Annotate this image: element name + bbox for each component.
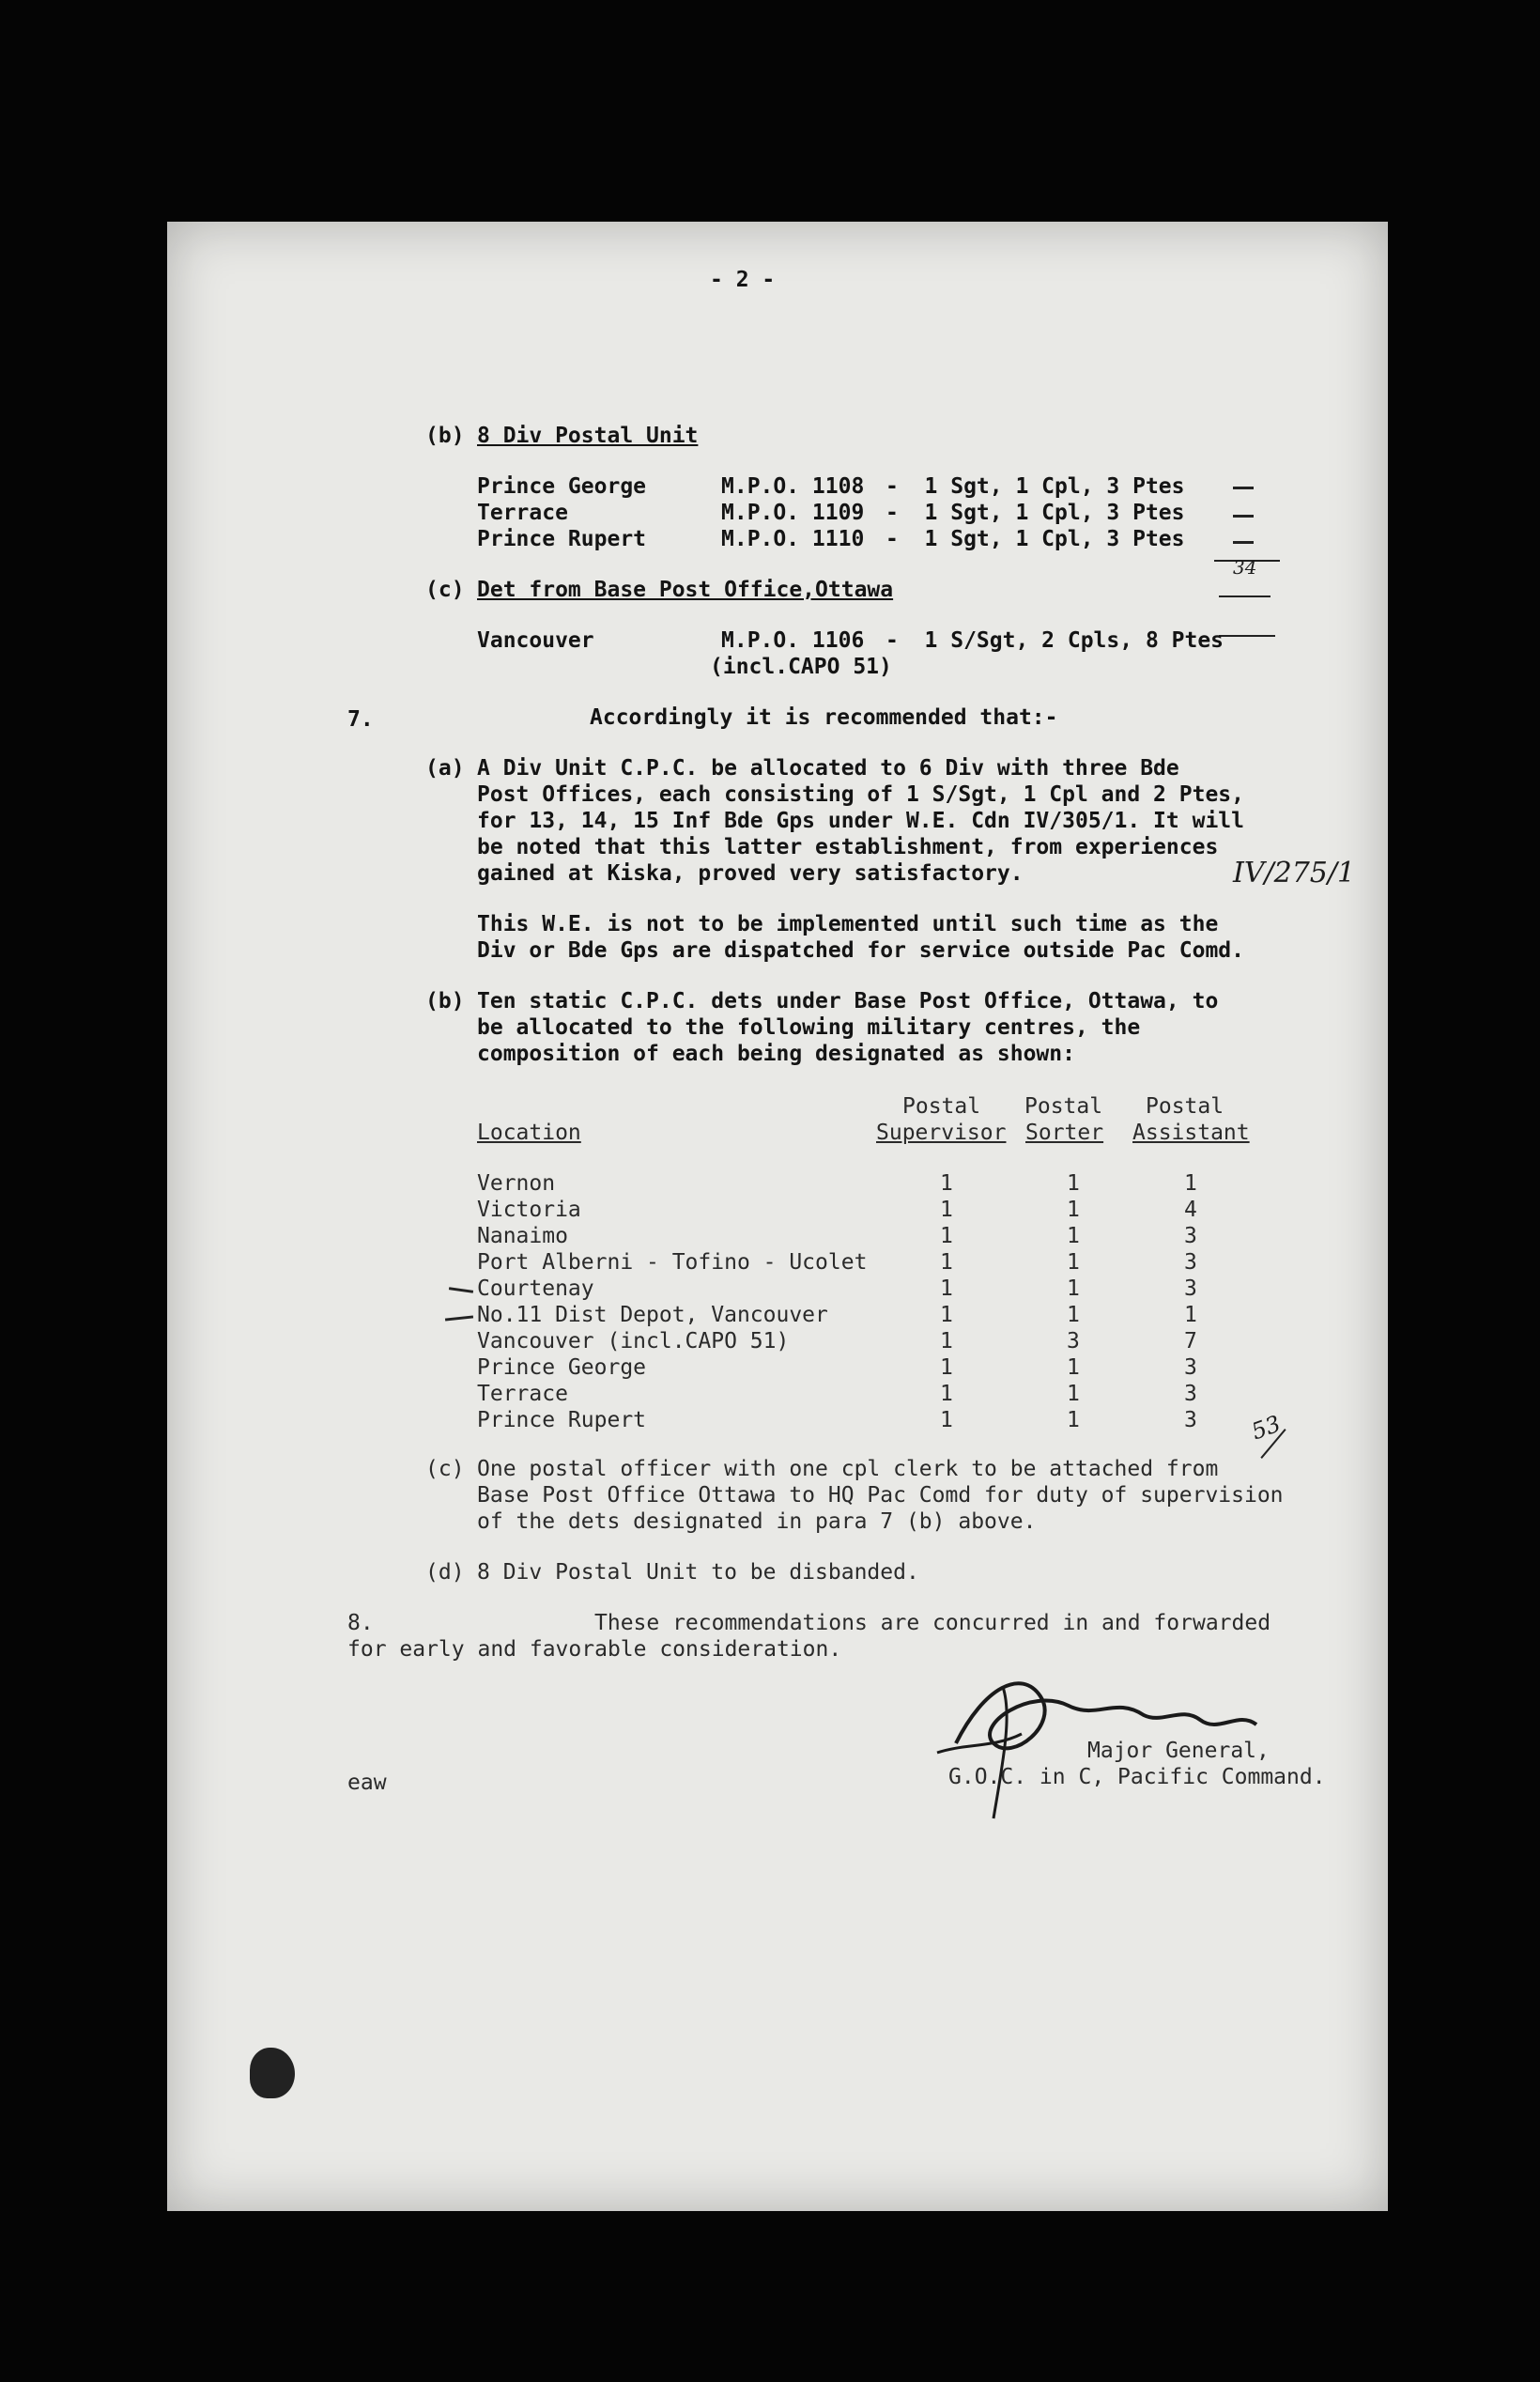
handwritten-margin-total: 53	[1248, 1410, 1285, 1446]
margin-rule	[1219, 635, 1275, 637]
para-7c-label: (c)	[425, 1457, 465, 1481]
para-7c-line: of the dets designated in para 7 (b) above.	[477, 1509, 1037, 1534]
row-supervisor: 1	[940, 1198, 953, 1222]
signature-rank: Major General,	[1087, 1739, 1270, 1763]
row-supervisor: 1	[940, 1382, 953, 1406]
margin-tick	[1233, 541, 1254, 544]
para-7a-label: (a)	[425, 756, 465, 781]
row-location: Courtenay	[477, 1276, 594, 1301]
handwritten-we-ref: IV/275/1	[1233, 857, 1356, 889]
row-location: Prince Rupert	[477, 1408, 647, 1432]
table-row	[167, 1197, 1388, 1223]
postal-unit-staff: - 1 Sgt, 1 Cpl, 3 Ptes	[886, 501, 1185, 525]
section-c-label: (c)	[425, 578, 465, 602]
row-supervisor: 1	[940, 1224, 953, 1248]
supervisor-header: Supervisor	[876, 1121, 1007, 1145]
signature-title: G.O.C. in C, Pacific Command.	[948, 1765, 1326, 1789]
row-assistant: 1	[1184, 1171, 1197, 1196]
page-number: - 2 -	[710, 268, 776, 292]
sorter-header-top: Postal	[1024, 1094, 1103, 1119]
row-assistant: 3	[1184, 1224, 1197, 1248]
para-7-intro: Accordingly it is recommended that:-	[590, 705, 1058, 730]
row-supervisor: 1	[940, 1329, 953, 1353]
row-assistant: 3	[1184, 1276, 1197, 1301]
row-supervisor: 1	[940, 1250, 953, 1275]
row-sorter: 1	[1067, 1224, 1080, 1248]
document-page	[167, 222, 1388, 2211]
row-supervisor: 1	[940, 1276, 953, 1301]
margin-rule	[1219, 596, 1270, 597]
row-assistant: 4	[1184, 1198, 1197, 1222]
row-sorter: 1	[1067, 1408, 1080, 1432]
assistant-header: Assistant	[1132, 1121, 1250, 1145]
para-7a-line: A Div Unit C.P.C. be allocated to 6 Div with three Bde	[477, 756, 1179, 781]
ink-blot	[250, 2048, 295, 2098]
table-row	[167, 1223, 1388, 1249]
assistant-header-top: Postal	[1146, 1094, 1224, 1119]
row-location: Vernon	[477, 1171, 556, 1196]
row-assistant: 3	[1184, 1250, 1197, 1275]
para-8-line: for early and favorable consideration.	[347, 1637, 842, 1662]
table-row	[167, 1170, 1388, 1197]
para-7a-line: for 13, 14, 15 Inf Bde Gps under W.E. Cdn IV/305/1. It will	[477, 809, 1244, 833]
handwritten-signature	[900, 1631, 1294, 1837]
section-c-mpo: M.P.O. 1106	[721, 628, 865, 653]
para-7b-label: (b)	[425, 989, 465, 1013]
table-row	[167, 1381, 1388, 1407]
row-location: Nanaimo	[477, 1224, 568, 1248]
postal-unit-mpo: M.P.O. 1109	[721, 501, 865, 525]
row-assistant: 3	[1184, 1408, 1197, 1432]
row-location: Prince George	[477, 1355, 647, 1380]
supervisor-header-top: Postal	[902, 1094, 981, 1119]
para-8-line: These recommendations are concurred in and forwarded	[594, 1611, 1271, 1635]
section-c-staff: - 1 S/Sgt, 2 Cpls, 8 Ptes	[886, 628, 1224, 653]
para-7a-line: Post Offices, each consisting of 1 S/Sgt, 1 Cpl and 2 Ptes,	[477, 782, 1244, 807]
postal-unit-staff: - 1 Sgt, 1 Cpl, 3 Ptes	[886, 527, 1185, 551]
postal-unit-mpo: M.P.O. 1108	[721, 474, 865, 499]
row-assistant: 7	[1184, 1329, 1197, 1353]
table-row	[167, 1354, 1388, 1381]
postal-unit-place: Prince George	[477, 474, 647, 499]
row-supervisor: 1	[940, 1303, 953, 1327]
table-row	[167, 1249, 1388, 1276]
para-7-number: 7.	[347, 707, 374, 732]
row-assistant: 3	[1184, 1355, 1197, 1380]
section-c-place: Vancouver	[477, 628, 594, 653]
section-b-heading: 8 Div Postal Unit	[477, 424, 699, 448]
section-b-label: (b)	[425, 424, 465, 448]
row-assistant: 1	[1184, 1303, 1197, 1327]
table-row	[167, 1328, 1388, 1354]
para-7a-note: This W.E. is not to be implemented until such time as the	[477, 912, 1219, 936]
row-sorter: 1	[1067, 1198, 1080, 1222]
row-supervisor: 1	[940, 1355, 953, 1380]
para-7a-line: be noted that this latter establishment, from experiences	[477, 835, 1219, 859]
postal-unit-mpo: M.P.O. 1110	[721, 527, 865, 551]
row-location: Victoria	[477, 1198, 581, 1222]
para-7c-line: One postal officer with one cpl clerk to be attached from	[477, 1457, 1219, 1481]
row-location: No.11 Dist Depot, Vancouver	[477, 1303, 828, 1327]
para-7d-text: 8 Div Postal Unit to be disbanded.	[477, 1560, 919, 1585]
margin-tick	[1233, 487, 1254, 489]
section-c-note: (incl.CAPO 51)	[710, 655, 892, 679]
row-location: Port Alberni - Tofino - Ucolet	[477, 1250, 868, 1275]
postal-unit-place: Terrace	[477, 501, 568, 525]
table-row	[167, 1276, 1388, 1302]
row-assistant: 3	[1184, 1382, 1197, 1406]
para-7a-note: Div or Bde Gps are dispatched for service outside Pac Comd.	[477, 938, 1244, 963]
section-c-heading: Det from Base Post Office,Ottawa	[477, 578, 894, 602]
row-sorter: 1	[1067, 1250, 1080, 1275]
para-7b-line: Ten static C.P.C. dets under Base Post Office, Ottawa, to	[477, 989, 1219, 1013]
row-location: Terrace	[477, 1382, 568, 1406]
row-sorter: 3	[1067, 1329, 1080, 1353]
row-sorter: 1	[1067, 1171, 1080, 1196]
para-7c-line: Base Post Office Ottawa to HQ Pac Comd for duty of supervision	[477, 1483, 1284, 1508]
location-header: Location	[477, 1121, 581, 1145]
margin-tick	[1233, 515, 1254, 518]
para-7a-line: gained at Kiska, proved very satisfactory.	[477, 861, 1024, 886]
row-sorter: 1	[1067, 1382, 1080, 1406]
handwritten-total: 34	[1233, 556, 1257, 579]
para-7b-line: composition of each being designated as shown:	[477, 1042, 1075, 1066]
typist-initials: eaw	[347, 1771, 387, 1795]
row-sorter: 1	[1067, 1303, 1080, 1327]
para-7b-line: be allocated to the following military centres, the	[477, 1015, 1141, 1040]
sorter-header: Sorter	[1025, 1121, 1104, 1145]
row-sorter: 1	[1067, 1276, 1080, 1301]
row-sorter: 1	[1067, 1355, 1080, 1380]
table-row	[167, 1302, 1388, 1328]
para-8-number: 8.	[347, 1611, 374, 1635]
postal-unit-place: Prince Rupert	[477, 527, 647, 551]
table-row	[167, 1407, 1388, 1433]
para-7d-label: (d)	[425, 1560, 465, 1585]
row-supervisor: 1	[940, 1171, 953, 1196]
row-location: Vancouver (incl.CAPO 51)	[477, 1329, 790, 1353]
postal-unit-staff: - 1 Sgt, 1 Cpl, 3 Ptes	[886, 474, 1185, 499]
row-supervisor: 1	[940, 1408, 953, 1432]
